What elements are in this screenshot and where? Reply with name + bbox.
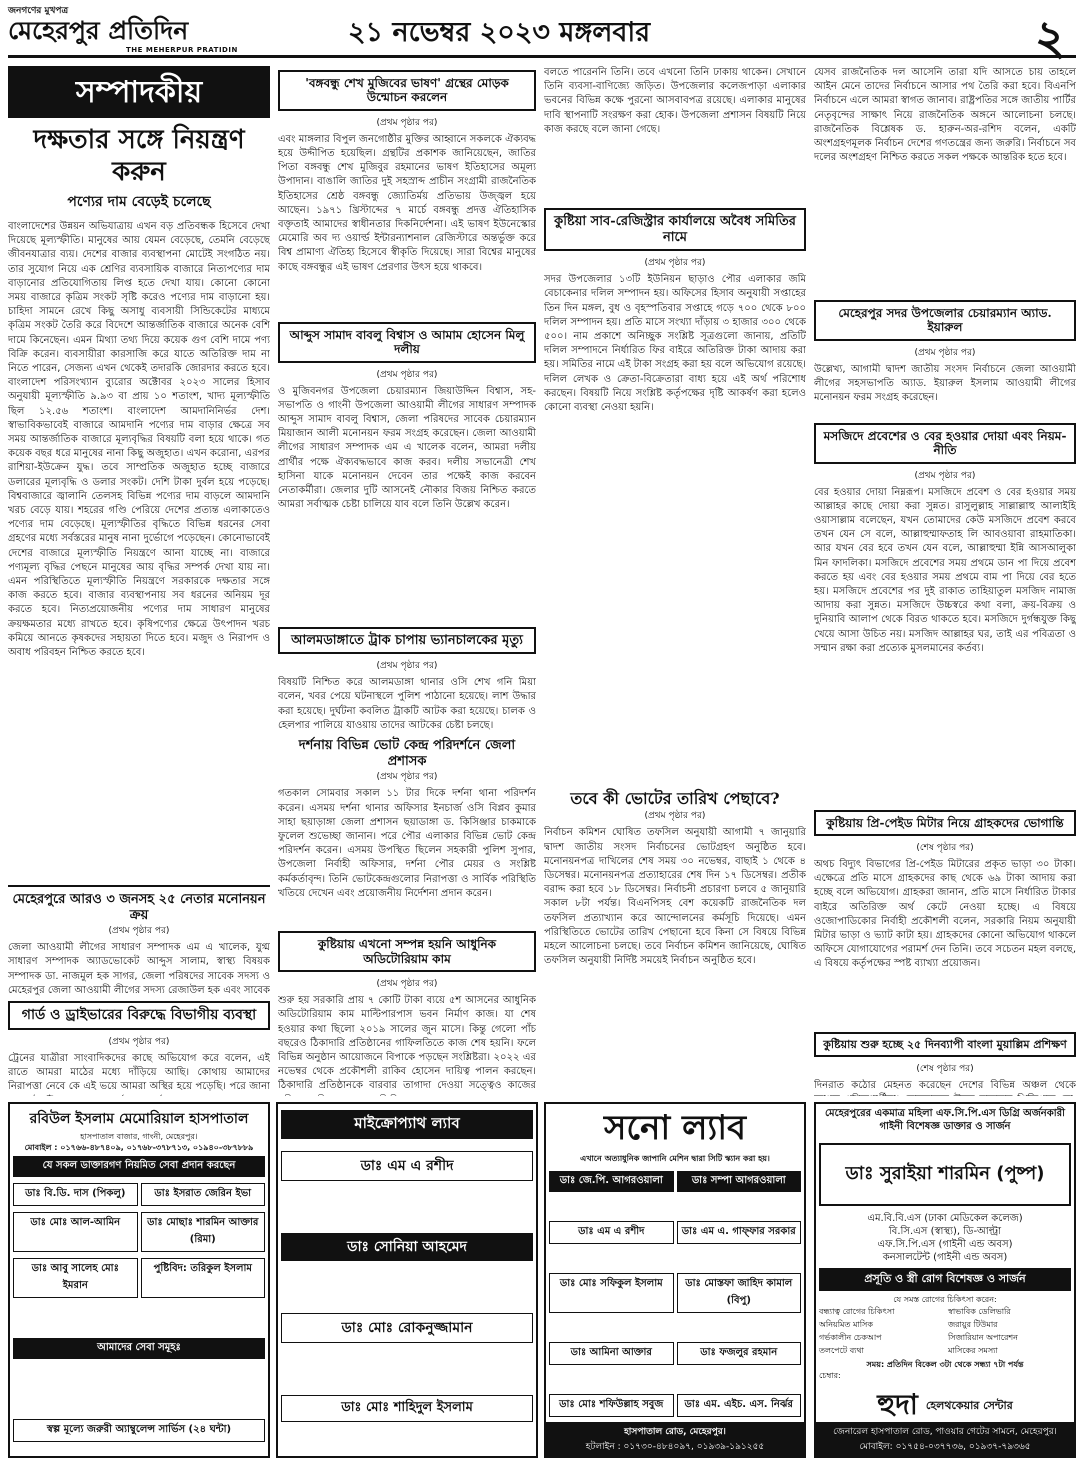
doctor-name: পুষ্টিবিদ: তরিকুল ইসলাম: [141, 1258, 266, 1298]
article-title: কুষ্টিয়ায় শুরু হচ্ছে ২৫ দিনব্যাপী বাংলা মুয়াল্লিম প্রশিক্ষণ: [823, 1037, 1067, 1051]
doctor-name: ডাঃ ইসরাত জেরিন ইভা: [141, 1183, 266, 1206]
doctor-name: ডাঃ মোস্তফা জাহিদ কামাল (বিপু): [677, 1273, 802, 1313]
doctor-name: ডাঃ সোনিয়া আহমেদ: [281, 1233, 533, 1261]
ad-section: [8, 1102, 1076, 1462]
service-item: জরায়ুর টিউমার: [948, 1320, 998, 1329]
doctor-name: ডাঃ মোঃ শাহিদুল ইসলাম: [281, 1395, 533, 1422]
doctor-name: ডাঃ এম এ. গাফ্ফার সরকার: [677, 1221, 802, 1244]
ad-footer: [546, 1422, 804, 1456]
article-title: মসজিদে প্রবেশের ও বের হওয়ার দোয়া এবং নিয়ম-নীতি: [823, 428, 1067, 458]
doctor-name: ডাঃ ফজলুর রহমান: [677, 1342, 802, 1365]
doctor-degree: বি.সি.এস (স্বাস্থ্য), ডি-আল্ট্রা: [888, 1226, 1002, 1237]
editorial-title: দক্ষতার সঙ্গে নিয়ন্ত্রণ করুন: [33, 125, 245, 187]
service-item: তলপেটে ব্যথা: [819, 1346, 864, 1355]
ad-sono-lab: [544, 1102, 806, 1458]
doctor-name: ডাঃ সম্পা আগরওয়ালা: [677, 1171, 802, 1192]
article-body: ও মুজিবনগর উপজেলা চেয়ারম্যান জিয়াউদ্দিন বিশ্বাস, সহ-সভাপতি ও গাংনী উপজেলা আওয়ামী লীগের সাধারণ সম্পাদক আব্দুস সামাদ বাবলু বিশ্বাস, জেলা পরিষদের সাবেক চেয়ারম্যান মিয়াজান আলী মনোনয়ন ফরম সংগ্রহ করেছেন। জেলা আওয়ামী লীগের সাধারণ সম্পাদক এম এ খালেক বলেন, আমরা দলীয় প্রার্থীর পক্ষে ঐক্যবদ্ধভাবে কাজ করব। দলীয় সভানেত্রী শেখ হাসিনা যাকে মনোনয়ন দেবেন তার পক্ষেই কাজ করবেন নেতাকর্মীরা। জেলার দুটি আসনেই নৌকার বিজয় নিশ্চিত করতে আমরা সর্বাত্মক চেষ্টা চালিয়ে যাব বলে তিনি উল্লেখ করেন।: [278, 385, 536, 511]
article-body: অথচ বিদ্যুৎ বিভাগের প্রি-পেইড মিটারের প্রকৃত ভাড়া ৩০ টাকা। এক্ষেত্রে প্রতি মাসে গ্রাহকদের কাছ থেকে ৬৯ টাকা আদায় করা হচ্ছে বলে অভিযোগ। গ্রাহকরা জানান, প্রতি মাসে নির্ধারিত টাকার বাইরে অতিরিক্ত অর্থ কেটে নেওয়া হচ্ছে। এ বিষয়ে ওজোপাডিকোর নির্বাহী প্রকৌশলী বলেন, সরকারি নিয়ম অনুযায়ী মিটার ভাড়া ও ভ্যাট কাটা হয়। গ্রাহকদের কোনো অভিযোগ থাকলে অফিসে যোগাযোগের পরামর্শ দেন তিনি। তবে সচেতন মহল বলছে, এ বিষয়ে কর্তৃপক্ষের স্পষ্ট ব্যাখ্যা প্রয়োজন।: [814, 858, 1076, 970]
doctor-degree: কনসালটেন্ট (গাইনী এন্ড অবস): [882, 1252, 1008, 1263]
article-title: দর্শনায় বিভিন্ন ভোট কেন্দ্র পরিদর্শনে জেলা প্রশাসক: [298, 738, 516, 769]
doctor-name: ডাঃ আবু সালেহ মোঃ ইমরান: [13, 1258, 138, 1298]
headline-box: [278, 627, 536, 655]
ambulance-service: স্বল্প মূল্যে জরুরী অ্যাম্বুলেন্স সার্ভিস (২৪ ঘন্টা): [13, 1419, 265, 1442]
doctor-name: ডাঃ জে.পি. আগরওয়ালা: [549, 1171, 674, 1192]
column-2: [278, 66, 536, 1096]
continued-note: (শেষ পৃষ্ঠার পর): [916, 842, 974, 853]
page-number: ২: [1034, 10, 1066, 66]
ad-title: রবিউল ইসলাম মেমোরিয়াল হাসপাতাল: [29, 1111, 249, 1127]
ad-address: জেনারেল হাসপাতাল রোড, পাওয়ার গেটের সামনে, মেহেরপুর।: [833, 1427, 1057, 1437]
ad-gynae: [814, 1102, 1076, 1458]
editorial-body: বাংলাদেশের উন্নয়ন অভিযাত্রায় এখন বড় প্রতিবন্ধক হিসেবে দেখা দিয়েছে মূল্যস্ফীতি। মানুষের আয় যেমন বেড়েছে, তেমনি বেড়েছে জীবনযাত্রার ব্যয়। দেশের বাজার ব্যবস্থাপনা মোটেই সংগঠিত নয়। তার সুযোগ নিয়ে এক শ্রেণির ব্যবসায়িক বাজারে নিত্যপণ্যের দাম বাড়ানোর প্রতিযোগিতায় লিপ্ত হতে দেখা যায়। কোনো কোনো সময় বাজারে কৃত্রিম সংকট সৃষ্টি করেও পণ্যের দাম বাড়ানো হয়। চাহিদা সামনে রেখে কিছু অসাধু ব্যবসায়ী সিন্ডিকেটের মাধ্যমে কৃত্রিম সংকট তৈরি করে বিদেশে আন্তর্জাতিক বাজারে অনেক বেশি দামে কিনেছেন। এমন মিথ্যা তথ্য দিয়ে কয়েক গুণ বেশি দামে পণ্য বিক্রি করেন। ব্যবসায়ীরা কারসাজি করে যাতে অতিরিক্ত দাম না নিতে পারেন, সেজন্য এখন থেকেই তদারকি জোরদার করতে হবে। বাংলাদেশ পরিসংখ্যান ব্যুরোর অক্টোবর ২০২৩ সালের হিসাব অনুযায়ী মূল্যস্ফীতি ৯.৯৩ বা প্রায় ১০ শতাংশ, খাদ্য মূল্যস্ফীতি ছিল ১২.৫৬ শতাংশ। বাংলাদেশ আমদানিনির্ভর দেশ। স্বাভাবিকভাবেই বাজারে আমদানি পণ্যের দাম বাড়ার ক্ষেত্রে সব সময় আন্তর্জাতিক বাজারে মূল্যবৃদ্ধির বিষয়টি বলা হয়ে থাকে। গত কয়েক বছর ধরে মানুষের নানা কিছু অজুহাত। এখন করোনা, এরপর রাশিয়া-ইউক্রেন যুদ্ধ। তবে সাম্প্রতিক অজুহাত হচ্ছে বাজারে ডলারের মূল্যবৃদ্ধি ও ডলার সংকট। দেশি টাকা দুর্বল হয়ে পড়েছে। বিশ্ববাজারে জ্বালানি তেলসহ বিভিন্ন পণ্যের দাম বাড়লে আমদানি খরচ বেড়ে যায়। শহরের গণ্ডি পেরিয়ে দেশের প্রত্যন্ত এলাকাতেও পণ্যের দাম বেড়েছে। মূল্যস্ফীতির বৃদ্ধিতে বিভিন্ন ধরনের সেবা গ্রহণের মধ্যে সর্বস্তরের মানুষ নানা দুর্ভোগে পড়েছেন। কোনোভাবেই দেশের বাজারে মূল্যস্ফীতি নিয়ন্ত্রণে আনা যাচ্ছে না। বাজারে পণ্যমূল্য বৃদ্ধির পেছনে মানুষের আয় বৃদ্ধির সম্পর্ক দেখা যায় না। এমন পরিস্থিতিতে মূল্যস্ফীতি নিয়ন্ত্রণে সরকারকে দক্ষতার সঙ্গে কাজ করতে হবে। বাজার ব্যবস্থাপনায় সব ধরনের অনিয়ম দূর করতে হবে। নিত্যপ্রয়োজনীয় পণ্যের দাম সাধারণ মানুষের ক্রয়ক্ষমতার মধ্যে রাখতে হবে। কৃষিপণ্যের ক্ষেত্রে উৎপাদন খরচ কমিয়ে আনতে কৃষকদের সহায়তা দিতে হবে। মজুদ ও নিরাপদ ও অবাধ পরিবহন নিশ্চিত করতে হবে।: [8, 221, 270, 659]
services-intro: যে সমস্ত রোগের চিকিৎসা করেন:: [893, 1295, 997, 1304]
article-body: বিষয়টি নিশ্চিত করে আলমডাঙ্গা থানার ওসি শেখ গনি মিয়া বলেন, খবর পেয়ে ঘটনাস্থলে পুলিশ পাঠানো হয়েছে। লাশ উদ্ধার করা হয়েছে। দুর্ঘটনা কবলিত ট্রাকটি আটক করা হয়েছে। চালক ও হেলপার পালিয়ে যাওয়ায় তাদের আটকের চেষ্টা চলছে।: [278, 677, 536, 731]
chamber-label: চেম্বার:: [819, 1371, 841, 1380]
article-title: মেহেরপুর সদর উপজেলার চেয়ারম্যান অ্যাড. ইয়ারুল: [838, 306, 1052, 335]
continued-note: (প্রথম পৃষ্ঠার পর): [376, 772, 438, 783]
ad-title: সনো ল্যাব: [603, 1108, 747, 1148]
ad-address: হাসপাতাল রোড, মেহেরপুর।: [624, 1427, 726, 1437]
service-item: বন্ধ্যাত্ব রোগের চিকিৎসা: [819, 1307, 895, 1316]
continued-note: (শেষ পৃষ্ঠার পর): [916, 1064, 974, 1075]
service-item: গর্ভকালীন চেকআপ: [819, 1333, 882, 1342]
doctor-name: ডাঃ সুরাইয়া শারমিন (পুষ্প): [819, 1143, 1071, 1206]
article-title: কুষ্টিয়ায় প্রি-পেইড মিটার নিয়ে গ্রাহকদের ভোগান্তি: [826, 815, 1064, 830]
headline-box: [278, 70, 536, 111]
continued-note: (প্রথম পৃষ্ঠার পর): [376, 117, 438, 128]
ad-intro: মেহেরপুরের একমাত্র মহিলা এফ.সি.পি.এস ডিগ্রি অর্জনকারী গাইনী বিশেষজ্ঞ ডাক্তার ও সার্জন: [824, 1108, 1066, 1132]
masthead: [8, 6, 1076, 66]
article-body: বের হওয়ার দোয়া নিম্নরূপ। মসজিদে প্রবেশ ও বের হওয়ার সময় আল্লাহর কাছে দোয়া করা সুন্নত। রাসুলুল্লাহ সাল্লাল্লাহু আলাইহি ওয়াসাল্লাম বলেছেন, যখন তোমাদের কেউ মসজিদে প্রবেশ করবে তখন যেন সে বলে, আল্লাহুম্মাফতাহ লি আবওয়াবা রাহমাতিকা। আর যখন বের হবে তখন যেন বলে, আল্লাহুম্মা ইন্নি আসআলুকা মিন ফাদলিকা। মসজিদে প্রবেশের সময় প্রথমে ডান পা দিয়ে প্রবেশ করতে হয় এবং বের হওয়ার সময় প্রথমে বাম পা দিয়ে বের হতে হয়। মসজিদে প্রবেশের পর দুই রাকাত তাহিয়াতুল মসজিদ নামাজ আদায় করা সুন্নত। মসজিদে উচ্চস্বরে কথা বলা, ক্রয়-বিক্রয় ও দুনিয়াবি আলাপ থেকে বিরত থাকতে হবে। মসজিদে দুর্গন্ধযুক্ত কিছু খেয়ে আসা উচিত নয়। মসজিদ আল্লাহর ঘর, তাই এর পবিত্রতা ও সম্মান রক্ষা করা প্রত্যেক মুসলমানের কর্তব্য।: [814, 486, 1076, 654]
continued-note: (প্রথম পৃষ্ঠার পর): [914, 470, 976, 481]
article-body: শুরু হয় সরকারি প্রায় ৭ কোটি টাকা ব্যয়ে ৫শ আসনের আধুনিক অডিটোরিয়াম কাম মাল্টিপারপাস ভবন নির্মাণ কাজ। যা শেষ হওয়ার কথা ছিলো ২০১৯ সালের জুন মাসে। কিন্তু গেলো পাঁচ বছরেও ঠিকাদারি প্রতিষ্ঠানের গাফিলতিতে কাজ শেষ হয়নি। ফলে বিভিন্ন অনুষ্ঠান আয়োজনে বিপাকে পড়ছেন সংশ্লিষ্টরা। ২০২২ এর নভেম্বর থেকে প্রকৌশলী রাকিব হোসেন দায়িত্ব পালন করছেন। ঠিকাদারি প্রতিষ্ঠানকে বারবার তাগাদা দেওয়া সত্ত্বেও কাজের: [278, 995, 536, 1092]
divider: [8, 885, 270, 887]
editorial-banner: সম্পাদকীয়: [8, 66, 270, 118]
newspaper-name: মেহেরপুর প্রতিদিন: [8, 16, 189, 45]
doctor-name: ডাঃ মোঃ রোকনুজ্জামান: [281, 1313, 533, 1343]
ad-phone: মোবাইল : ০১৭৬৬-৪৮৭৪০৯, ০১৭৬৮-৩৭৮৭১৩, ০১৯৪০-৩৮৭৮৮৯: [24, 1143, 254, 1152]
clinic-subtitle: হেলথকেয়ার সেন্টার: [925, 1399, 1013, 1412]
editorial-subtitle: পণ্যের দাম বেড়েই চলেছে: [67, 194, 211, 210]
article-body: জেলা আওয়ামী লীগের সাধারণ সম্পাদক এম এ খালেক, যুগ্ম সাধারণ সম্পাদক অ্যাডভোকেট আব্দুস সালাম, স্বাস্থ্য বিষয়ক সম্পাদক ডা. নাজমুল হক সাগর, জেলা পরিষদের সাবেক সদস্য ও মেহেরপুর জেলা আওয়ামী লীগের সদস্য রেজাউল হক এবং সাবেক: [8, 942, 270, 996]
article-title: তবে কী ভোটের তারিখ পেছাবে?: [570, 789, 780, 809]
doctor-degree: এম.বি.বি.এস (ঢাকা মেডিকেল কলেজ): [867, 1213, 1023, 1224]
doctor-specialty: প্রসূতি ও স্ত্রী রোগ বিশেষজ্ঞ ও সার্জন: [819, 1268, 1071, 1291]
article-body: বলতে পারেননি তিনি। তবে এখনো তিনি ঢাকায় থাকেন। সেখানে তিনি ব্যবসা-বাণিজ্যে জড়িত। উপজেলার কলেজপাড়া এলাকার ভবনের বিভিন্ন কক্ষে পুরনো আসবাবপত্র রয়েছে। এলাকার মানুষের দাবি স্থাপনাটি সংরক্ষণ করা হোক। উপজেলা প্রশাসন বিষয়টি নিয়ে কাজ করছে বলে জানা গেছে।: [544, 67, 806, 135]
article-body: যেসব রাজনৈতিক দল আসেনি তারা যদি আসতে চায় তাহলে আইন মেনে তাদের নির্বাচনে আসার পথ তৈরি করা হবে। বিএনপি নির্বাচনে এলে আমরা স্বাগত জানাব। রাষ্ট্রপতির সঙ্গে জাতীয় পার্টির নেতৃবৃন্দের সাক্ষাৎ নিয়ে রাজনৈতিক অঙ্গনে আলোচনা চলছে। রাজনৈতিক বিশ্লেষক ড. হারুন-অর-রশিদ বলেন, একটি অংশগ্রহণমূলক নির্বাচন দেশের গণতন্ত্রের জন্য জরুরি। নির্বাচনে সব দলের অংশগ্রহণ নিশ্চিত করতে সকল পক্ষকে আন্তরিক হতে হবে।: [814, 67, 1076, 164]
column-4: [814, 66, 1076, 1096]
continued-note: (প্রথম পৃষ্ঠার পর): [376, 661, 438, 672]
ad-section-heading: যে সকল ডাক্তারগণ নিয়মিত সেবা প্রদান করছেন: [13, 1156, 265, 1177]
column-3: [544, 66, 806, 1096]
article-body: উল্লেখ্য, আগামী দ্বাদশ জাতীয় সংসদ নির্বাচনে জেলা আওয়ামী লীগের সহসভাপতি অ্যাড. ইয়ারুল ইসলাম আওয়ামী লীগের মনোনয়ন ফরম সংগ্রহ করেছেন।: [814, 363, 1076, 404]
ad-address: হাসপাতাল বাজার, গাংনী, মেহেরপুর।: [80, 1132, 198, 1141]
continued-note: (প্রথম পৃষ্ঠার পর): [644, 811, 706, 822]
headline-box: [544, 208, 806, 251]
article-title: 'বঙ্গবন্ধু শেখ মুজিবের ভাষণ' গ্রন্থের মোড়ক উন্মোচন করলেন: [305, 76, 509, 105]
ad-title: মাইক্রোপ্যাথ ল্যাব: [281, 1110, 533, 1139]
column-editorial: [8, 66, 270, 1096]
article-title: আব্দুস সামাদ বাবলু বিশ্বাস ও আমাম হোসেন মিলু দলীয়: [289, 327, 525, 357]
article-body: গতকাল সোমবার সকাল ১১ টার দিকে দর্শনা থানা পরিদর্শন করেন। এসময় দর্শনা থানার অফিসার ইনচার্জ ওসি বিপ্লব কুমার সাহা ছয়াড়াঙ্গা জেলা প্রশাসন ছয়াডাঙ্গা ড. কিসিঞ্জার চাকমাকে ফুলেল শুভেচ্ছা জানান। পরে পৌর এলাকার বিভিন্ন ভোট কেন্দ্র পরিদর্শন করেন। এসময় উপস্থিত ছিলেন সহকারী পুলিশ সুপার, উপজেলা নির্বাহী অফিসার, দর্শনা পৌর মেয়র ও সংশ্লিষ্ট কর্মকর্তাবৃন্দ। তিনি ভোটকেন্দ্রগুলোর নিরাপত্তা ও সার্বিক পরিস্থিতি খতিয়ে দেখেন এবং প্রয়োজনীয় নির্দেশনা প্রদান করেন।: [278, 788, 536, 899]
ad-microcare: [276, 1102, 538, 1458]
article-title: মেহেরপুরে আরও ৩ জনসহ ২৫ নেতার মনোনয়ন ক্রয়: [12, 892, 266, 923]
doctor-name: ডাঃ বি.ডি. দাস (পিকলু): [13, 1183, 138, 1206]
article-title: গার্ড ও ড্রাইভারের বিরুদ্ধে বিভাগীয় ব্যবস্থা: [21, 1007, 257, 1024]
doctor-name: ডাঃ এম. এইচ. এস. নির্ঝর: [677, 1394, 802, 1417]
headline-box: [814, 1032, 1076, 1057]
doctor-name: ডাঃ মোছাঃ শারমিন আক্তার (রিমা): [141, 1212, 266, 1252]
clinic-name: হুদা: [877, 1388, 918, 1421]
headline-box: [814, 810, 1076, 836]
doctor-name: ডাঃ এম এ রশীদ: [549, 1221, 674, 1244]
article-title: কুষ্টিয়া সাব-রেজিস্ট্রার কার্যালয়ে অবৈধ সমিতির নামে: [554, 214, 796, 245]
article-title: কুষ্টিয়ায় এখনো সম্পন্ন হয়নি আধুনিক অডিটোরিয়াম কাম: [317, 937, 497, 966]
doctor-name: ডাঃ এম এ রশীদ: [281, 1151, 533, 1181]
continued-note: (প্রথম পৃষ্ঠার পর): [376, 979, 438, 990]
doctor-name: ডাঃ মোঃ সফিকুল ইসলাম: [549, 1273, 674, 1313]
doctor-degree: এফ.সি.পি.এস (গাইনী এন্ড অবস): [877, 1239, 1013, 1250]
masthead-tagline: জনগণের মুখপত্র: [8, 6, 69, 16]
headline-box: [814, 300, 1076, 341]
doctor-name: ডাঃ মোঃ শফিউল্লাহ সবুজ: [549, 1394, 674, 1417]
service-item: স্বাভাবিক ডেলিভারি: [948, 1307, 1011, 1316]
ad-hospital: [8, 1102, 270, 1458]
service-item: অনিয়মিত মাসিক: [819, 1320, 873, 1329]
ad-phone: মোবাইল: ০১৭৫৪-০৩৭৭৩৬, ০১৯৩৭-৭৯৩৬৫: [859, 1442, 1031, 1452]
article-body: ট্রেনের যাত্রীরা সাংবাদিকদের কাছে অভিযোগ করে বলেন, এই রাতে আমরা মাঠের মধ্যে দাঁড়িয়ে আছি। কোথায় আমাদের নিরাপত্তা নেবে কে এই ভয়ে আমরা অস্থির হয়ে পড়েছি। পরে জানা: [8, 1052, 270, 1093]
article-body: সদর উপজেলার ১৩টি ইউনিয়ন ছাড়াও পৌর এলাকার জমি বেচাকেনার দলিল সম্পাদন হয়। অফিসের হিসাব অনুযায়ী সপ্তাহের তিন দিন মঙ্গল, বুধ ও বৃহস্পতিবার সপ্তাহে গড়ে ৭০০ থেকে ৮০০ দলিল সম্পাদন হয়। প্রতি মাসে সংখ্যা দাঁড়ায় ৩ হাজার ৩০০ থেকে ৫০০। নাম প্রকাশে অনিচ্ছুক সংশ্লিষ্ট সূত্রগুলো জানায়, প্রতিটি দলিল সম্পাদনে নির্ধারিত ফির বাইরে অতিরিক্ত টাকা আদায় করা হয়। সমিতির নামে এই টাকা সংগ্রহ করা হয় বলে অভিযোগ রয়েছে। দলিল লেখক ও ক্রেতা-বিক্রেতারা বাধ্য হয়ে এই অর্থ পরিশোধ করছেন। বিষয়টি নিয়ে সংশ্লিষ্ট কর্তৃপক্ষের দৃষ্টি আকর্ষণ করা হলেও কোনো ব্যবস্থা নেওয়া হয়নি।: [544, 274, 806, 414]
ad-footer: [816, 1422, 1074, 1456]
issue-date: ২১ নভেম্বর ২০২৩ মঙ্গলবার: [348, 17, 651, 48]
continued-note: (প্রথম পৃষ্ঠার পর): [376, 369, 438, 380]
headline-box: [278, 322, 536, 363]
continued-note: (প্রথম পৃষ্ঠার পর): [108, 926, 170, 937]
article-body: এবং মাঙ্গলার বিপুল জনগোষ্ঠীর মুক্তির আহ্বানে সকলকে ঐক্যবদ্ধ হয়ে উদ্দীপিত হয়েছিল। গ্রন্থটির প্রকাশক জানিয়েছেন, জাতির পিতা বঙ্গবন্ধু শেখ মুজিবুর রহমানের ভাষণ ইতিহাসের অমূল্য উপাদান। বাঙালি জাতির দুই সহস্রাব্দ প্রাচীন সংগ্রামী রাজনৈতিক ইতিহাসের শ্রেষ্ঠ বঙ্গবন্ধু জ্যোতির্ময় প্রতিভায় উজ্জ্বল হয়ে আছেন। ১৯৭১ খ্রিস্টাব্দের ৭ মার্চে বঙ্গবন্ধু প্রদত্ত ঐতিহাসিক বক্তৃতাই আমাদের স্বাধীনতার দিকনির্দেশনা। এই ভাষণ ইউনেস্কোর মেমোরি অব দ্য ওয়ার্ল্ড ইন্টারন্যাশনাল রেজিস্টারে অন্তর্ভুক্ত করে বিশ্ব প্রামাণ্য ঐতিহ্য হিসেবে স্বীকৃতি দিয়েছে। সারা বিশ্বের মানুষের কাছে বঙ্গবন্ধুর এই ভাষণ প্রেরণার উৎস হয়ে থাকবে।: [278, 133, 536, 273]
doctor-name: ডাঃ আমিনা আক্তার: [549, 1342, 674, 1365]
service-item: মাসিকের সমস্যা: [948, 1346, 998, 1355]
headline-box: [8, 1001, 270, 1030]
headline-box: [278, 931, 536, 972]
ad-section-heading: আমাদের সেবা সমূহঃ: [13, 1338, 265, 1359]
ad-phone: হটলাইন : ০১৭৩০-৪৮৪০৯৭, ০১৯৩৯-১৯১২৫৫: [585, 1442, 765, 1452]
chamber-time: সময়: প্রতিদিন বিকেল ৩টা থেকে সন্ধ্যা ৭টা পর্যন্ত: [866, 1360, 1024, 1369]
newspaper-logo: [8, 6, 240, 54]
ad-tagline: এখানে অত্যাধুনিক জাপানি মেশিন দ্বারা সিটি স্ক্যান করা হয়।: [580, 1154, 770, 1163]
article-body: নির্বাচন কমিশন ঘোষিত তফসিল অনুযায়ী আগামী ৭ জানুয়ারি দ্বাদশ জাতীয় সংসদ নির্বাচনের ভোটগ্রহণ অনুষ্ঠিত হবে। মনোনয়নপত্র দাখিলের শেষ সময় ৩০ নভেম্বর, বাছাই ১ থেকে ৪ ডিসেম্বর। মনোনয়নপত্র প্রত্যাহারের শেষ দিন ১৭ ডিসেম্বর। প্রতীক বরাদ্দ করা হবে ১৮ ডিসেম্বর। নির্বাচনী প্রচারণা চলবে ৫ জানুয়ারি সকাল ৮টা পর্যন্ত। বিএনপিসহ বেশ কয়েকটি রাজনৈতিক দল তফসিল প্রত্যাখ্যান করে আন্দোলনের কর্মসূচি দিয়েছে। এমন পরিস্থিতিতে ভোটের তারিখ পেছানো হবে কিনা সে বিষয়ে বিভিন্ন মহলে আলোচনা চলছে। তবে নির্বাচন কমিশন জানিয়েছে, ঘোষিত তফসিল অনুযায়ী নির্দিষ্ট সময়েই নির্বাচন অনুষ্ঠিত হবে।: [544, 827, 806, 967]
article-title: আলমডাঙ্গাতে ট্রাক চাপায় ভ্যানচালকের মৃত্যু: [291, 632, 523, 648]
article-body: দিনরাত কঠোর মেহনত করেছেন দেশের বিভিন্ন অঞ্চল থেকে: [814, 1080, 1076, 1092]
headline-box: [814, 423, 1076, 464]
service-item: সিজারিয়ান অপারেশন: [948, 1333, 1018, 1342]
continued-note: (প্রথম পৃষ্ঠার পর): [644, 258, 706, 269]
newspaper-name-en: THE MEHERPUR PRATIDIN: [126, 46, 238, 54]
doctor-name: ডাঃ মোঃ আল-আমিন: [13, 1212, 138, 1252]
continued-note: (প্রথম পৃষ্ঠার পর): [108, 1036, 170, 1047]
continued-note: (প্রথম পৃষ্ঠার পর): [914, 347, 976, 358]
